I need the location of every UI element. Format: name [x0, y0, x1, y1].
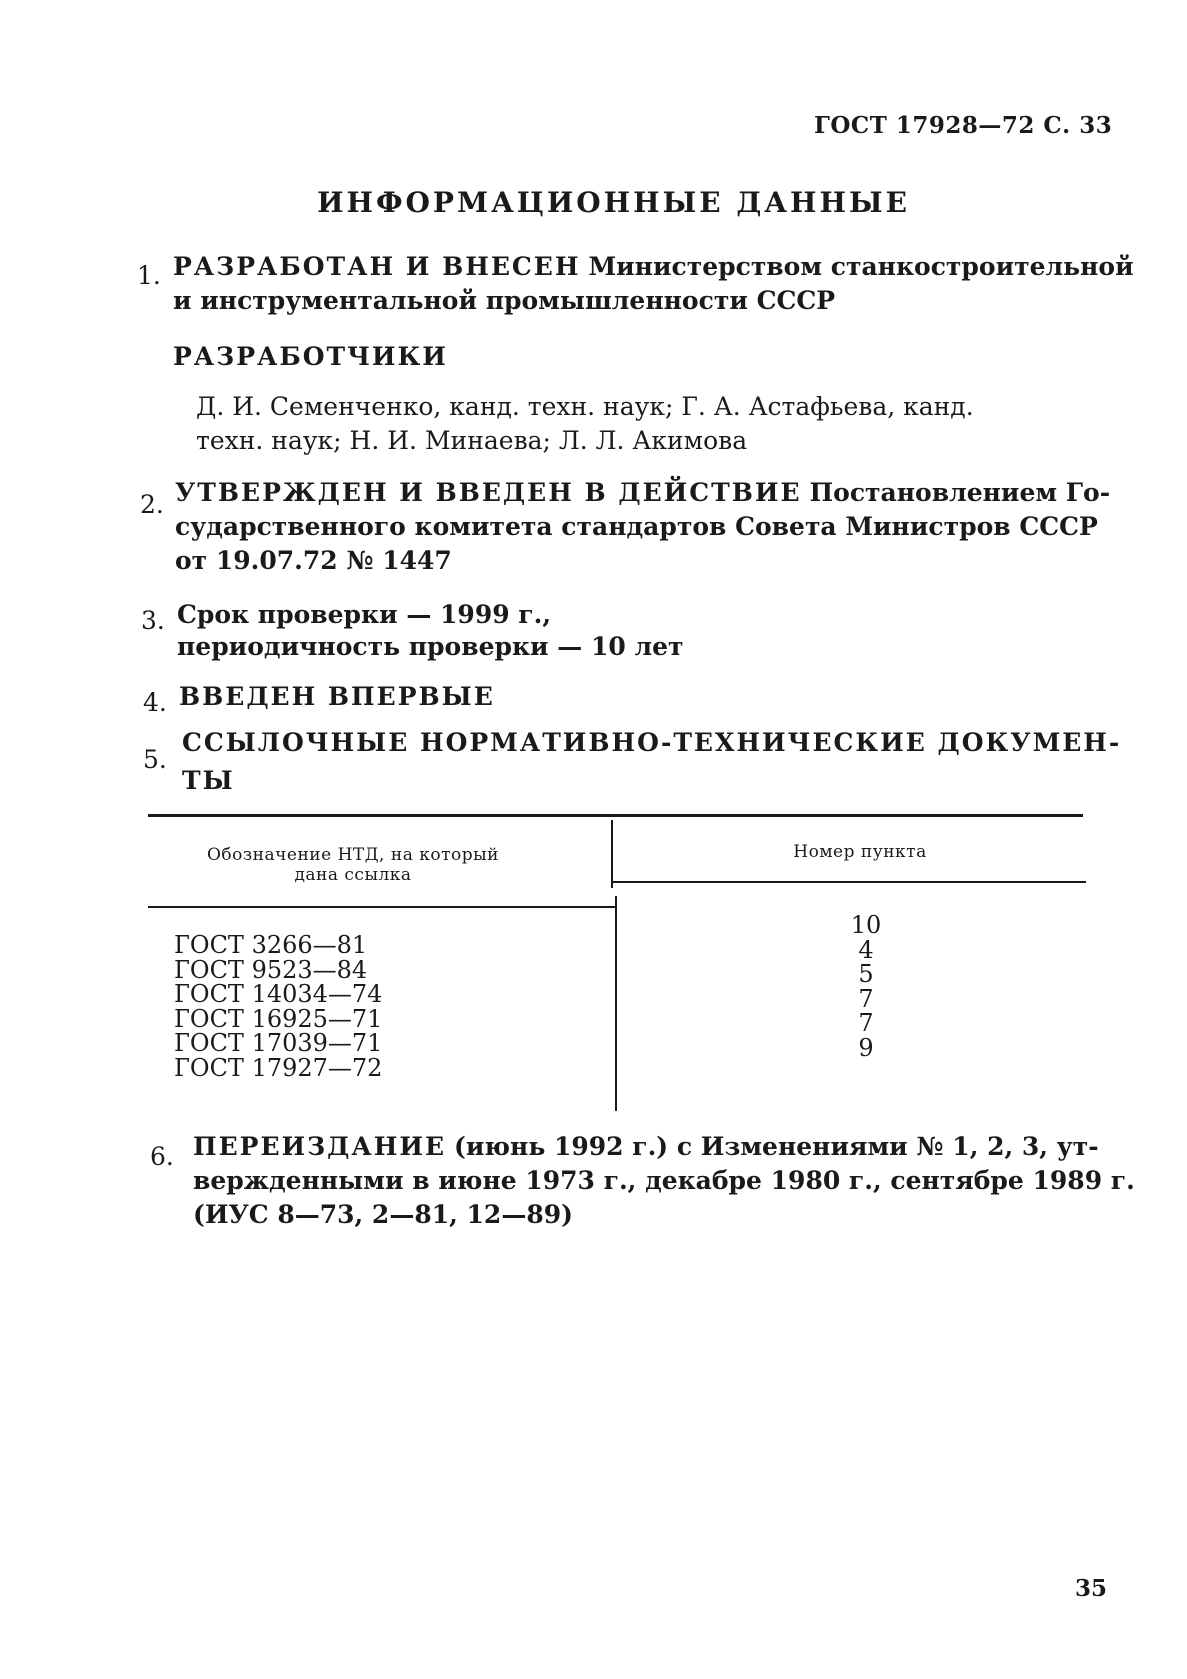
table-col2-body [836, 913, 896, 1060]
section-5-number: 5. [143, 745, 167, 774]
document-header: ГОСТ 17928—72 С. 33 [814, 112, 1113, 139]
table-row-item: 10 [850, 911, 882, 939]
section-3-number: 3. [141, 606, 165, 635]
section-2-rest: Постановлением Го- [809, 478, 1111, 507]
developers-line1 [196, 390, 1076, 424]
developers-heading: РАЗРАБОТЧИКИ [173, 342, 448, 371]
table-row-item: 7 [858, 984, 874, 1013]
table-col1-header-line1: Обозначение НТД, на который [207, 845, 499, 865]
section-4-text: ВВЕДЕН ВПЕРВЫЕ [179, 682, 495, 711]
table-row-doc: ГОСТ 16925—71 [174, 1004, 383, 1033]
section-6-rest: (июнь 1992 г.) с Изменениями № 1, 2, 3, ут- [454, 1132, 1099, 1161]
table-col1-header-line2: дана ссылка [294, 865, 412, 885]
section-1-number: 1. [137, 261, 161, 290]
section-1-line2: и инструментальной промышленности СССР [173, 286, 836, 315]
table-row-item: 9 [858, 1033, 874, 1062]
table-col2-header-rule [612, 881, 1086, 883]
table-row-doc: ГОСТ 14034—74 [174, 980, 383, 1008]
table-body-divider [615, 896, 617, 1111]
section-6-number: 6. [150, 1142, 174, 1171]
table-col1-header-rule [148, 906, 615, 908]
table-row-doc: ГОСТ 17039—71 [174, 1029, 383, 1057]
section-6-line3: (ИУС 8—73, 2—81, 12—89) [193, 1200, 573, 1229]
section-2-line2: сударственного комитета стандартов Совета Министров СССР [175, 512, 1098, 541]
section-6-line2: вержденными в июне 1973 г., декабре 1980 г., сентябре 1989 г. [193, 1166, 1135, 1195]
section-1-caps: РАЗРАБОТАН И ВНЕСЕН [173, 252, 581, 281]
section-2-caps: УТВЕРЖДЕН И ВВЕДЕН В ДЕЙСТВИЕ [175, 478, 802, 507]
section-3-line1: Срок проверки — 1999 г., [177, 600, 552, 629]
table-header-divider [611, 820, 613, 888]
section-2-line3: от 19.07.72 № 1447 [175, 546, 452, 575]
table-row-item: 4 [858, 935, 874, 964]
table-row-doc: ГОСТ 3266—81 [174, 931, 368, 959]
section-2-number: 2. [140, 490, 164, 519]
table-row-doc: ГОСТ 17927—72 [174, 1053, 383, 1082]
table-col1-body [174, 933, 382, 1080]
page-number: 35 [1075, 1575, 1108, 1602]
table-col1-header [188, 845, 518, 885]
table-top-rule [148, 814, 1083, 817]
developers-line2: техн. наук; Н. И. Минаева; Л. Л. Акимова [196, 426, 748, 455]
table-row-doc: ГОСТ 9523—84 [174, 955, 368, 984]
section-2-line1 [175, 476, 1110, 510]
table-col2-header: Номер пункта [793, 842, 927, 862]
section-6-line1 [193, 1130, 1099, 1164]
page-title: ИНФОРМАЦИОННЫЕ ДАННЫЕ [317, 186, 910, 219]
developers-line1-text: Д. И. Семенченко, канд. техн. наук; Г. А. Астафьева, канд. [196, 392, 974, 421]
section-3-line2: периодичность проверки — 10 лет [177, 632, 684, 661]
section-1-rest: Министерством станкостроительной [588, 252, 1134, 281]
section-5-line2: ТЫ [182, 766, 235, 795]
section-6-caps: ПЕРЕИЗДАНИЕ [193, 1132, 447, 1161]
section-1-line1 [173, 250, 1134, 284]
table-row-item: 7 [858, 1009, 874, 1037]
section-5-line1: ССЫЛОЧНЫЕ НОРМАТИВНО-ТЕХНИЧЕСКИЕ ДОКУМЕН- [182, 728, 1122, 757]
section-4-number: 4. [143, 688, 167, 717]
table-row-item: 5 [858, 960, 874, 988]
